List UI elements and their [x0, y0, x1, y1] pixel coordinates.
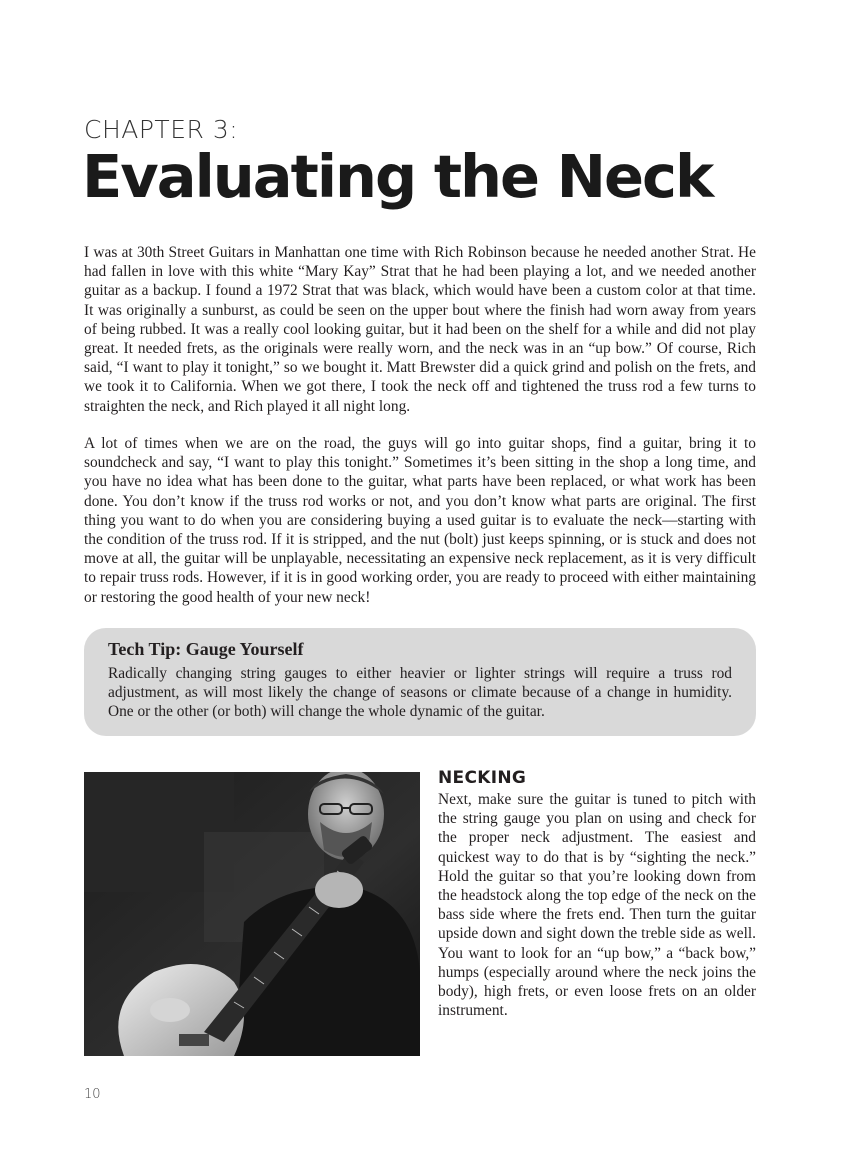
chapter-label: CHAPTER 3:: [84, 115, 239, 144]
necking-heading: NECKING: [438, 768, 527, 788]
tech-tip-title: Tech Tip: Gauge Yourself: [108, 639, 304, 659]
body-paragraph-1: I was at 30th Street Guitars in Manhattan one time with Rich Robinson because he needed another Strat. He had fallen in love with this white “Mary Kay” Strat that he had been playing a lot, and we needed another guitar as a backup. I found a 1972 Strat that was black, which would have been a custom color at that time. It was originally a sunburst, as could be seen on the upper bout where the finish had worn away from years of being rubbed. It was a really cool looking guitar, but it had been on the shelf for a while and did not play great. It needed frets, as the originals were really worn, and the neck was in an “up bow.” Of course, Rich said, “I want to play it tonight,” so we bought it. Matt Brewster did a quick grind and polish on the frets, and we took it to California. When we got there, I took the neck off and tightened the truss rod a few turns to straighten the neck, and Rich played it all night long.: [84, 244, 756, 415]
guitarist-photo-illustration: [84, 772, 420, 1056]
page-number: 10: [84, 1087, 101, 1102]
necking-text: Next, make sure the guitar is tuned to pitch with the string gauge you plan on using and check for the proper neck adjustment. The easiest and quickest way to do that is by “sighting the neck.” Hold the guitar so that you’re looking down from the headstock along the top edge of the neck on the bass side where the frets end. Then turn the guitar upside down and sight down the treble side as well. You want to look for an “up bow,” a “back bow,” humps (especially around where the neck joins the body), high frets, or even loose frets on an older instrument.: [438, 791, 756, 1020]
tech-tip-text: Radically changing string gauges to either heavier or lighter strings will require a truss rod adjustment, as will most likely the change of seasons or climate because of a change in humidity. One or the other (or both) will change the whole dynamic of the guitar.: [108, 665, 732, 721]
chapter-title: Evaluating the Neck: [82, 142, 713, 211]
body-paragraph-2: A lot of times when we are on the road, the guys will go into guitar shops, find a guitar, bring it to soundcheck and say, “I want to play this tonight.” Sometimes it’s been sitting in the shop a long time, and you have no idea what has been done to the guitar, what parts have been replaced, or what work has been done. You don’t know if the truss rod works or not, and you don’t know what parts are original. The first thing you want to do when you are considering buying a used guitar is to evaluate the neck—starting with the condition of the truss rod. If it is stripped, and the nut (bolt) just keeps spinning, or is stuck and does not move at all, the guitar will be unplayable, necessitating an expensive neck replacement, as it is very difficult to repair truss rods. However, if it is in good working order, you are ready to proceed with either maintaining or restoring the good health of your new neck!: [84, 435, 756, 606]
tech-tip-box: [84, 628, 756, 736]
guitarist-photo: [84, 772, 420, 1056]
